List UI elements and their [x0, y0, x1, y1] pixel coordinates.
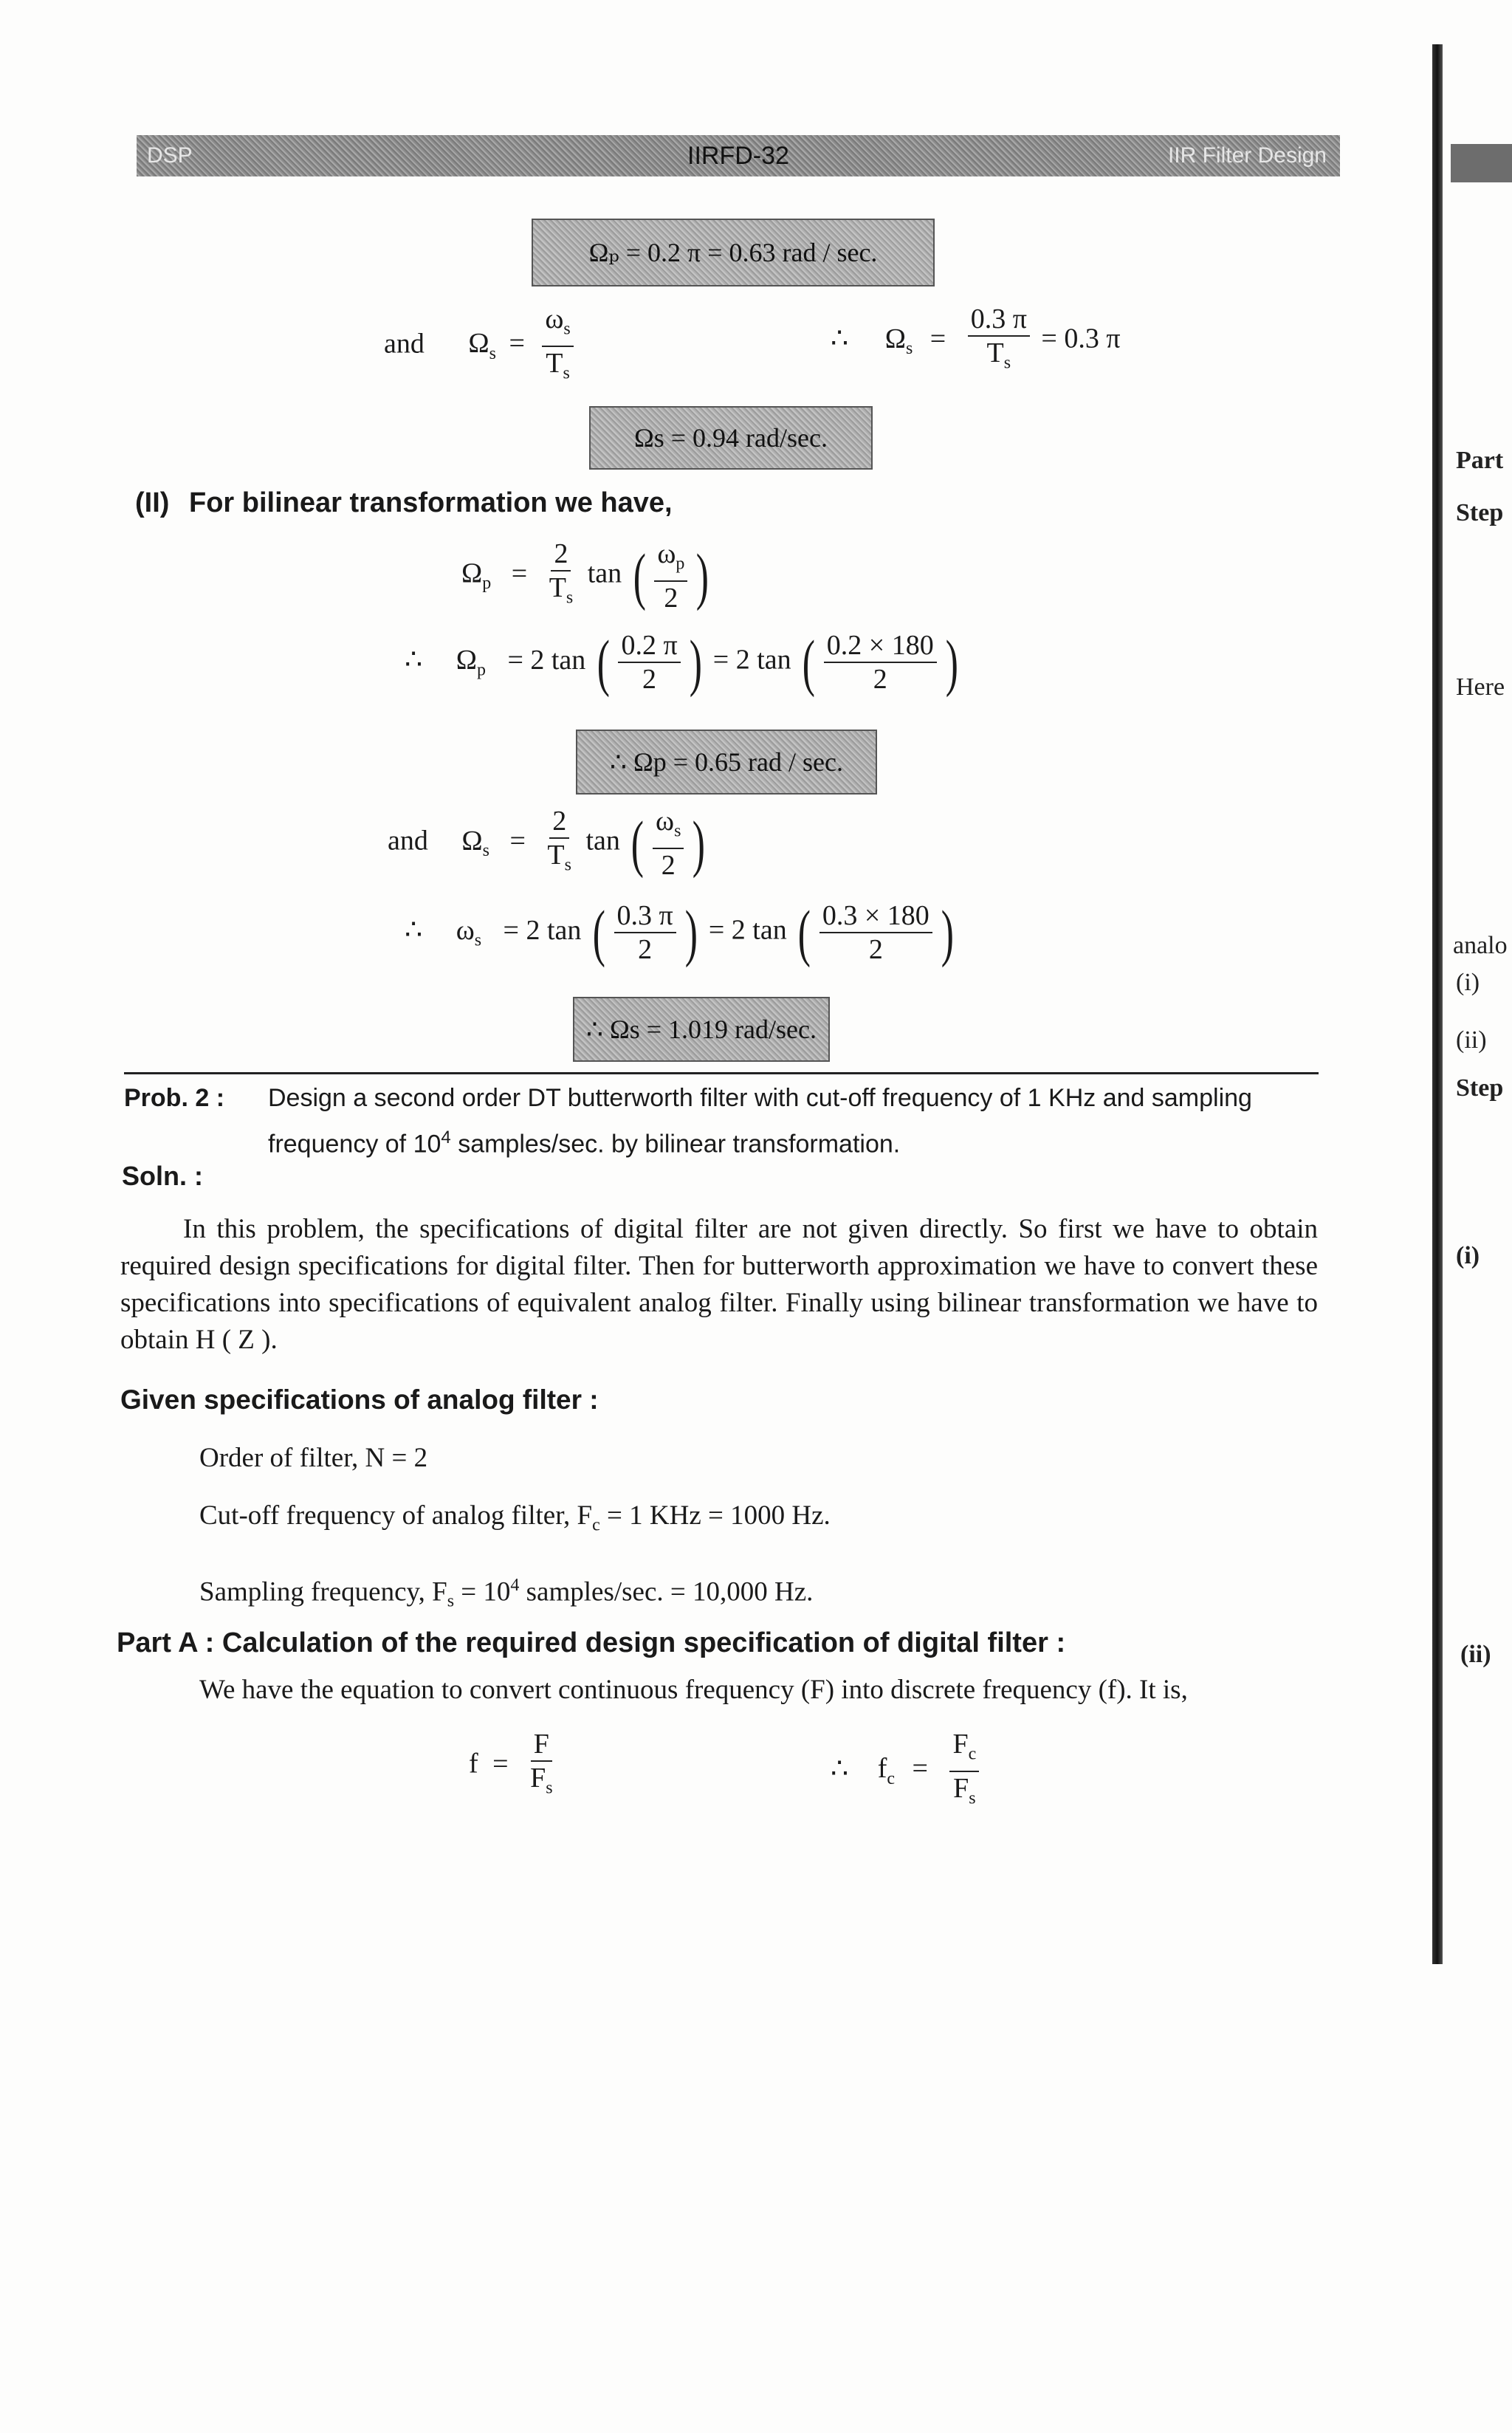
result: = 0.3 π: [1041, 323, 1121, 354]
denominator: 2: [661, 849, 676, 881]
fraction: [824, 629, 937, 696]
denominator: T: [546, 347, 563, 379]
numerator: 0.2 × 180: [824, 629, 937, 663]
side-text-i: (i): [1456, 969, 1480, 996]
omega-symbol: Ω: [461, 825, 483, 857]
next-page-header-fragment: [1451, 144, 1512, 182]
fraction: [653, 805, 684, 882]
side-text-step: Step: [1456, 499, 1504, 526]
expression: = 2 tan: [708, 914, 787, 946]
subscript: s: [969, 1788, 976, 1808]
fraction: [542, 303, 573, 389]
numerator: 2: [549, 805, 569, 839]
subscript: s: [674, 821, 681, 841]
side-text-ii-2: (ii): [1460, 1641, 1491, 1668]
numerator: ω: [656, 806, 675, 837]
denominator: 2: [873, 664, 887, 695]
fraction: [618, 629, 680, 696]
text-segment: Cut-off frequency of analog filter, F: [199, 1500, 593, 1531]
part-a-text: We have the equation to convert continuous frequency (F) into discrete frequency (f). It is,: [199, 1675, 1188, 1705]
problem-2: [124, 1078, 1320, 1164]
word-and: and: [384, 328, 425, 360]
bilinear-omega-s-result-box: [573, 997, 830, 1062]
symbol: f: [469, 1748, 478, 1780]
frequency-equation: f = $\frac{F}{F_s}$: [469, 1728, 560, 1805]
side-text-step-2: Step: [1456, 1074, 1504, 1102]
text-segment: = 10: [454, 1576, 511, 1607]
side-text-part: Part: [1456, 447, 1504, 474]
denominator: F: [530, 1763, 546, 1794]
text-segment: frequency of 10: [268, 1130, 441, 1159]
subscript: s: [482, 841, 489, 861]
numerator: 0.3 π: [614, 899, 676, 933]
numerator: F: [531, 1728, 552, 1762]
expression: = 2 tan: [503, 914, 582, 946]
subscript: s: [566, 588, 574, 608]
expression: = 2 tan: [712, 644, 791, 676]
omega-symbol: ω: [456, 914, 475, 946]
cutoff-frequency-equation: ∴ $f_c$ = $\frac{F_c}{F_s}$: [831, 1728, 983, 1814]
omega-s-definition: and $\Omega_s$ = $\frac{\omega_s}{T_s}$: [384, 303, 578, 389]
text-segment: = 1 KHz = 1000 Hz.: [599, 1500, 831, 1531]
header-right-tag: IIR Filter Design: [1167, 143, 1327, 168]
omega-p-result-box: [532, 219, 935, 286]
omega-s-result-box: [589, 406, 873, 470]
problem-line-1: Design a second order DT butterworth filter with cut-off frequency of 1 KHz and sampling: [268, 1084, 1252, 1112]
omega-p-result: Ωₚ = 0.2 π = 0.63 rad / sec.: [588, 238, 878, 267]
section-divider: [124, 1072, 1319, 1074]
omega-symbol: Ω: [884, 323, 906, 354]
subscript: s: [447, 1591, 455, 1611]
word-and: and: [388, 825, 428, 857]
fraction: [546, 538, 577, 614]
side-text-here: Here: [1456, 673, 1505, 701]
subscript: c: [887, 1768, 895, 1788]
page-header-bar: [137, 135, 1340, 176]
numerator: 0.2 π: [618, 629, 680, 663]
solution-label: Soln. :: [122, 1161, 203, 1191]
bilinear-omega-p-result: ∴ Ωp = 0.65 rad / sec.: [610, 747, 843, 777]
spec-sampling: [199, 1567, 813, 1620]
fraction: [654, 538, 687, 614]
bilinear-omega-s-eq: and $\Omega_s$ = $\frac{2}{T_s}$ tan ( $\frac{\omega_s}{2}$ ): [388, 806, 706, 881]
section-ii-heading: [135, 487, 673, 519]
superscript: 4: [510, 1576, 520, 1595]
fraction: [968, 303, 1030, 380]
numerator: 0.3 × 180: [819, 899, 932, 933]
bilinear-omega-s-calc: ∴ $\omega_s = 2$ tan ( $\frac{0.3 \pi}{2}$ ) = 2 tan ( $\frac{0.3 \times 180}{2}$ ): [405, 897, 954, 968]
subscript: c: [968, 1744, 977, 1764]
part-a-heading: Part A : Calculation of the required design specification of digital filter :: [117, 1627, 1066, 1658]
numerator: ω: [657, 538, 676, 569]
text-segment: samples/sec. = 10,000 Hz.: [519, 1576, 814, 1607]
omega-s-result: Ωs = 0.94 rad/sec.: [633, 423, 828, 453]
subscript: s: [546, 1778, 553, 1798]
subscript: s: [489, 343, 496, 363]
numerator: ω: [545, 303, 564, 334]
tan-function: tan: [585, 825, 620, 857]
solution-paragraph: In this problem, the specifications of digital filter are not given directly. So first we have to obtain required design specifications for digital filter. Then for butterworth approximation we have to convert these specifications into specifications of equivalent analog filter. Finally using bilinear transformation we have to obtain H ( Z ).: [120, 1214, 1318, 1355]
numerator: 0.3 π: [968, 303, 1030, 337]
subscript: p: [476, 660, 486, 680]
bilinear-omega-s-result: ∴ Ωs = 1.019 rad/sec.: [586, 1015, 817, 1044]
subscript: s: [563, 363, 570, 383]
denominator: T: [986, 337, 1004, 368]
numerator: 2: [551, 538, 571, 572]
spec-order: Order of filter, N = 2: [199, 1443, 428, 1473]
omega-symbol: Ω: [461, 557, 483, 589]
omega-symbol: Ω: [468, 328, 489, 360]
therefore-symbol: ∴: [405, 914, 423, 946]
subscript: p: [482, 574, 492, 594]
subscript: p: [676, 554, 685, 574]
bilinear-omega-p-result-box: [576, 730, 877, 795]
side-text-analog: analo: [1453, 932, 1508, 959]
given-specs-heading: Given specifications of analog filter :: [120, 1384, 599, 1415]
denominator: 2: [868, 934, 883, 965]
section-title: For bilinear transformation we have,: [189, 487, 673, 518]
spec-cutoff: [199, 1497, 831, 1543]
numerator: F: [952, 1729, 969, 1760]
denominator: T: [547, 840, 565, 871]
therefore-symbol: ∴: [831, 323, 849, 354]
fraction: [527, 1728, 555, 1805]
omega-symbol: Ω: [456, 644, 477, 676]
denominator: 2: [638, 934, 653, 965]
side-text-ii: (ii): [1456, 1026, 1487, 1054]
denominator: 2: [642, 664, 657, 695]
therefore-symbol: ∴: [405, 644, 423, 676]
subscript: s: [564, 855, 571, 875]
denominator: F: [953, 1772, 969, 1804]
tan-function: tan: [587, 557, 622, 589]
subscript: s: [474, 930, 482, 950]
therefore-symbol: ∴: [831, 1753, 849, 1785]
bilinear-omega-p-eq: $\Omega_p$ = $\frac{2}{T_s}$ tan ( $\frac{\omega_p}{2}$ ): [461, 538, 709, 614]
book-binding-edge: [1432, 44, 1443, 1964]
omega-s-calculation: ∴ $\Omega_s$ = $\frac{0.3 \pi}{T_s}$ = 0.3 π: [831, 303, 1121, 380]
subscript: s: [905, 339, 913, 359]
denominator: T: [549, 572, 566, 603]
subscript: s: [563, 319, 571, 339]
fraction: [819, 899, 932, 966]
denominator: 2: [664, 582, 678, 614]
fraction: [544, 805, 574, 882]
symbol: f: [877, 1753, 887, 1785]
subscript: s: [1003, 353, 1011, 373]
fraction: [949, 1728, 979, 1814]
side-text-i-2: (i): [1456, 1242, 1480, 1269]
page-code: IIRFD-32: [687, 142, 789, 170]
expression: = 2 tan: [507, 644, 586, 676]
bilinear-omega-p-calc: ∴ $\Omega_p = 2$ tan ( $\frac{0.2 \pi}{2}$ ) = 2 tan ( $\frac{0.2 \times 180}{2}$ ): [405, 627, 958, 698]
subscript: c: [592, 1515, 600, 1535]
section-label: (II): [135, 487, 170, 518]
header-left-tag: DSP: [147, 143, 193, 168]
text-segment: Sampling frequency, F: [199, 1576, 447, 1607]
fraction: [614, 899, 676, 966]
superscript: 4: [441, 1128, 451, 1147]
problem-line-2: [268, 1118, 1252, 1164]
text-segment: samples/sec. by bilinear transformation.: [450, 1130, 901, 1159]
problem-label: Prob. 2 :: [124, 1084, 225, 1112]
